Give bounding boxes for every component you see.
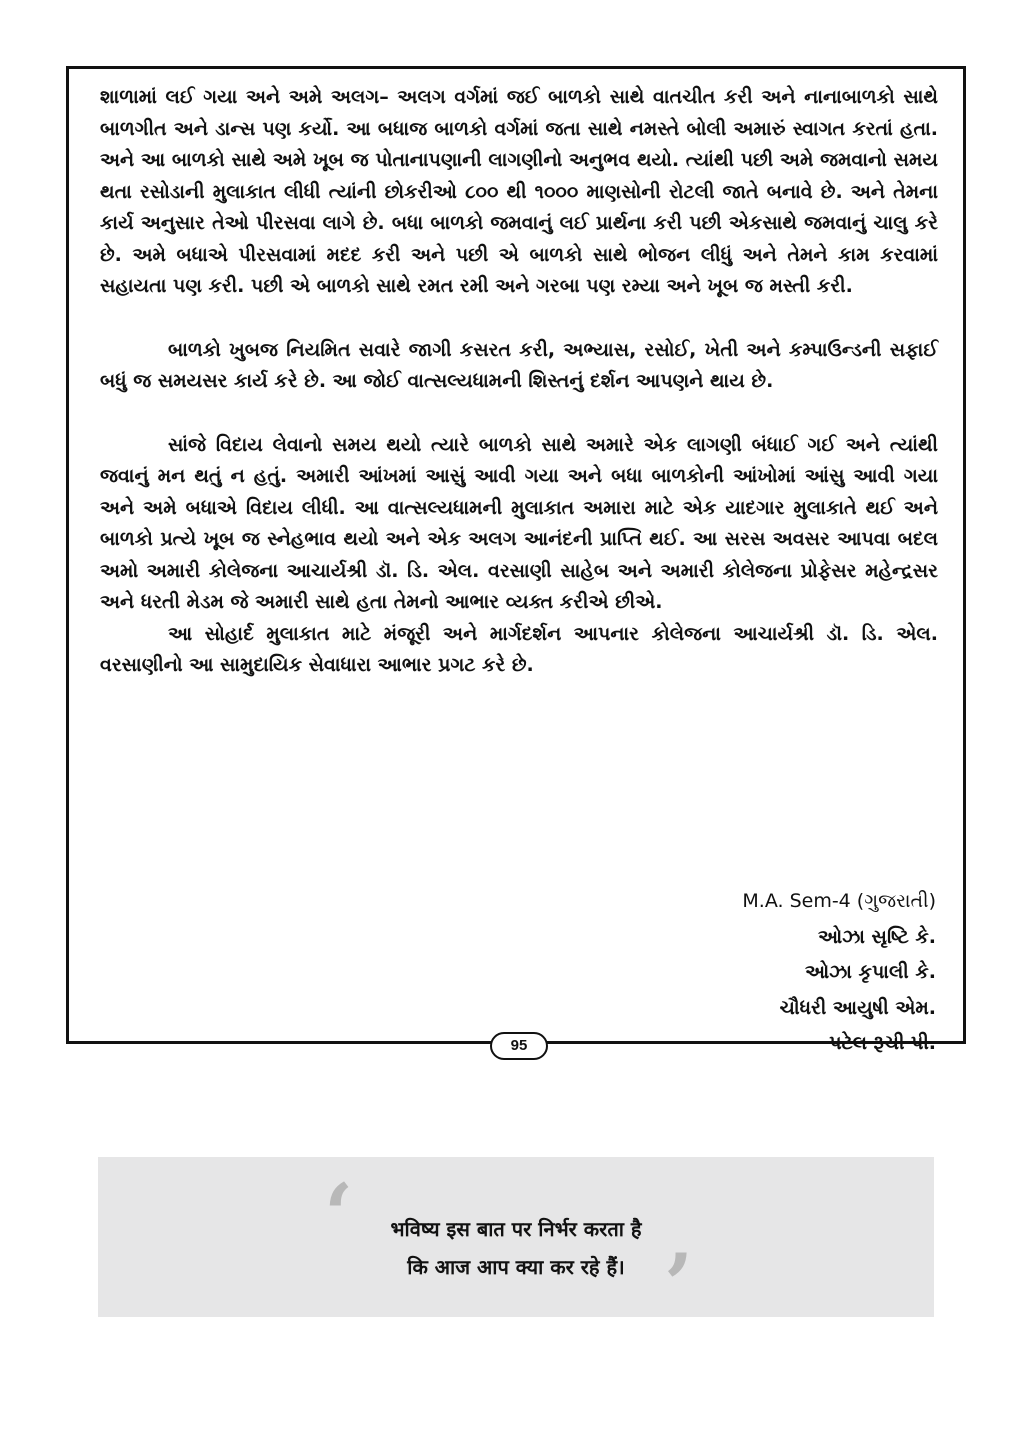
signature-block [742, 884, 936, 1062]
quote-line-1: भविष्य इस बात पर निर्भर करता है [390, 1217, 642, 1241]
quote-box [98, 1157, 934, 1334]
paragraph-2: બાળકો ખુબજ નિયમિત સવારે જાગી કસરત કરી, અભ્યાસ, રસોઈ, ખેતી અને કમ્પાઉન્ડની સફાઈ બધું જ સમયસર કાર્ય કરે છે. આ જોઈ વાત્સલ્યધામની શિસ્તનું દર્શન આપણને થાય છે. [100, 338, 938, 392]
quote-line-2: कि आज आप क्या कर रहे हैं। [407, 1255, 625, 1279]
paragraph-1: શાળામાં લઈ ગયા અને અમે અલગ– અલગ વર્ગમાં જઈ બાળકો સાથે વાતચીત કરી અને નાનાબાળકો સાથે બાળગીત અને ડાન્સ પણ કર્યો. આ બધાજ બાળકો વર્ગમાં જતા સાથે નમસ્તે બોલી અમારું સ્વાગત કરતાં હતા. અને આ બાળકો સાથે અમે ખૂબ જ પોતાનાપણાની લાગણીનો અનુભવ થયો. ત્યાંથી પછી અમે જમવાનો સમય થતા રસોડાની મુલાકાત લીધી ત્યાંની છોકરીઓ ૮૦૦ થી ૧૦૦૦ માણસોની રોટલી જાતે બનાવે છે. અને તેમના કાર્ય અનુસાર તેઓ પીરસવા લાગે છે. બધા બાળકો જમવાનું લઈ પ્રાર્થના કરી પછી એકસાથે જમવાનું ચાલુ કરે છે. અમે બધાએ પીરસવામાં મદદ કરી અને પછી એ બાળકો સાથે ભોજન લીધું અને તેમને કામ કરવામાં સહાયતા પણ કરી. પછી એ બાળકો સાથે રમત રમી અને ગરબા પણ રમ્યા અને ખૂબ જ મસ્તી કરી. [100, 86, 938, 297]
paragraph-4: આ સોહાર્દ મુલાકાત માટે મંજૂરી અને માર્ગદર્શન આપનાર કોલેજના આચાર્યશ્રી ડૉ. ડિ. એલ. વરસાણીનો આ સામુદાયિક સેવાધારા આભાર પ્રગટ કરે છે. [100, 622, 938, 676]
author-name: પટેલ રૂચી પી. [829, 1032, 936, 1054]
article-body [100, 82, 938, 682]
close-quote-icon: ’ [664, 1235, 694, 1334]
class-line: M.A. Sem-4 (ગુજરાતી) [742, 890, 936, 912]
author-name: ઓઝા સૃષ્ટિ કે. [817, 925, 936, 948]
page-number: 95 [490, 1032, 548, 1060]
author-name: ઓઝા કૃપાલી કે. [804, 961, 936, 983]
open-quote-icon: ‘ [324, 1165, 354, 1264]
author-name: ચૌધરી આયુષી એમ. [779, 996, 936, 1019]
paragraph-3: સાંજે વિદાય લેવાનો સમય થયો ત્યારે બાળકો સાથે અમારે એક લાગણી બંધાઈ ગઈ અને ત્યાંથી જવાનું મન થતું ન હતું. અમારી આંખમાં આસું આવી ગયા અને બધા બાળકોની આંખોમાં આંસુ આવી ગયા અને અમે બધાએ વિદાય લીધી. આ વાત્સલ્યધામની મુલાકાત અમારા માટે એક યાદગાર મુલાકાતે થઈ અને બાળકો પ્રત્યે ખૂબ જ સ્નેહભાવ થયો અને એક અલગ આનંદની પ્રાપ્તિ થઈ. આ સરસ અવસર આપવા બદલ અમો અમારી કોલેજના આચાર્યશ્રી ડૉ. ડિ. એલ. વરસાણી સાહેબ અને અમારી કોલેજના પ્રોફેસર મહેન્દ્રસર અને ધરતી મેડમ જે અમારી સાથે હતા તેમનો આભાર વ્યક્ત કરીએ છીએ. [100, 433, 938, 613]
